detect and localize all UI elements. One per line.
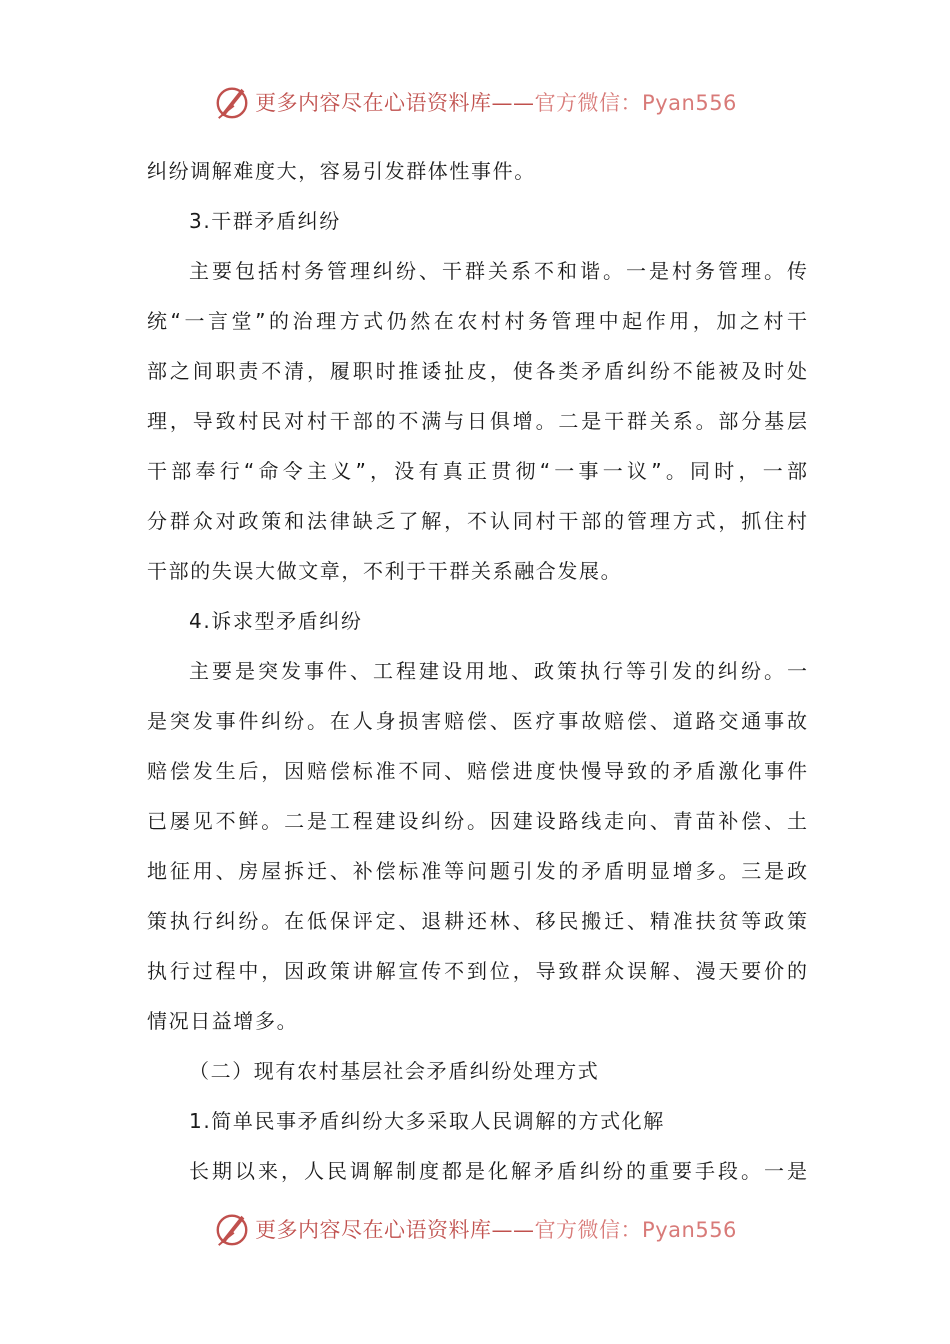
paragraph-line: 情况日益增多。 bbox=[147, 1009, 299, 1033]
paragraph-line: 主要是突发事件、工程建设用地、政策执行等引发的纠纷。一 bbox=[189, 659, 807, 683]
header-wechat-text: 官方微信：Pyan556 bbox=[534, 91, 737, 115]
header-site-text: 更多内容尽在心语资料库—— bbox=[255, 91, 535, 115]
paragraph-line: 赔偿发生后，因赔偿标准不同、赔偿进度快慢导致的矛盾激化事件 bbox=[147, 759, 807, 783]
section-heading: 3.干群矛盾纠纷 bbox=[189, 209, 341, 233]
paragraph-line: 主要包括村务管理纠纷、干群关系不和谐。一是村务管理。传 bbox=[189, 259, 807, 283]
paragraph-line: 执行过程中，因政策讲解宣传不到位，导致群众误解、漫天要价的 bbox=[147, 959, 807, 983]
footer-wechat-text: 官方微信：Pyan556 bbox=[534, 1218, 737, 1242]
quill-logo-icon bbox=[213, 1210, 251, 1248]
paragraph-line: 部之间职责不清，履职时推诿扯皮，使各类矛盾纠纷不能被及时处 bbox=[147, 359, 807, 383]
section-heading: 4.诉求型矛盾纠纷 bbox=[189, 609, 363, 633]
header-banner-text bbox=[255, 87, 737, 117]
paragraph-line: 统“一言堂”的治理方式仍然在农村村务管理中起作用，加之村干 bbox=[147, 309, 807, 333]
paragraph-line: 纠纷调解难度大，容易引发群体性事件。 bbox=[147, 159, 536, 183]
paragraph-line: 长期以来，人民调解制度都是化解矛盾纠纷的重要手段。一是 bbox=[189, 1159, 807, 1183]
header-banner bbox=[0, 82, 950, 122]
document-body bbox=[147, 146, 807, 1196]
paragraph-line: 策执行纠纷。在低保评定、退耕还林、移民搬迁、精准扶贫等政策 bbox=[147, 909, 807, 933]
quill-logo-icon bbox=[213, 83, 251, 121]
paragraph-line: 理，导致村民对村干部的不满与日俱增。二是干群关系。部分基层 bbox=[147, 409, 807, 433]
footer-banner-text bbox=[255, 1214, 737, 1244]
subsection-heading: 1.简单民事矛盾纠纷大多采取人民调解的方式化解 bbox=[189, 1109, 665, 1133]
paragraph-line: 干部奉行“命令主义”，没有真正贯彻“一事一议”。同时，一部 bbox=[147, 459, 807, 483]
paragraph-line: 是突发事件纠纷。在人身损害赔偿、医疗事故赔偿、道路交通事故 bbox=[147, 709, 807, 733]
footer-banner bbox=[0, 1209, 950, 1249]
paragraph-line: 地征用、房屋拆迁、补偿标准等问题引发的矛盾明显增多。三是政 bbox=[147, 859, 807, 883]
paragraph-line: 分群众对政策和法律缺乏了解，不认同村干部的管理方式，抓住村 bbox=[147, 509, 807, 533]
footer-site-text: 更多内容尽在心语资料库—— bbox=[255, 1218, 535, 1242]
paragraph-line: 已屡见不鲜。二是工程建设纠纷。因建设路线走向、青苗补偿、土 bbox=[147, 809, 807, 833]
paragraph-line: 干部的失误大做文章，不利于干群关系融合发展。 bbox=[147, 559, 623, 583]
section-heading: （二）现有农村基层社会矛盾纠纷处理方式 bbox=[189, 1059, 600, 1083]
